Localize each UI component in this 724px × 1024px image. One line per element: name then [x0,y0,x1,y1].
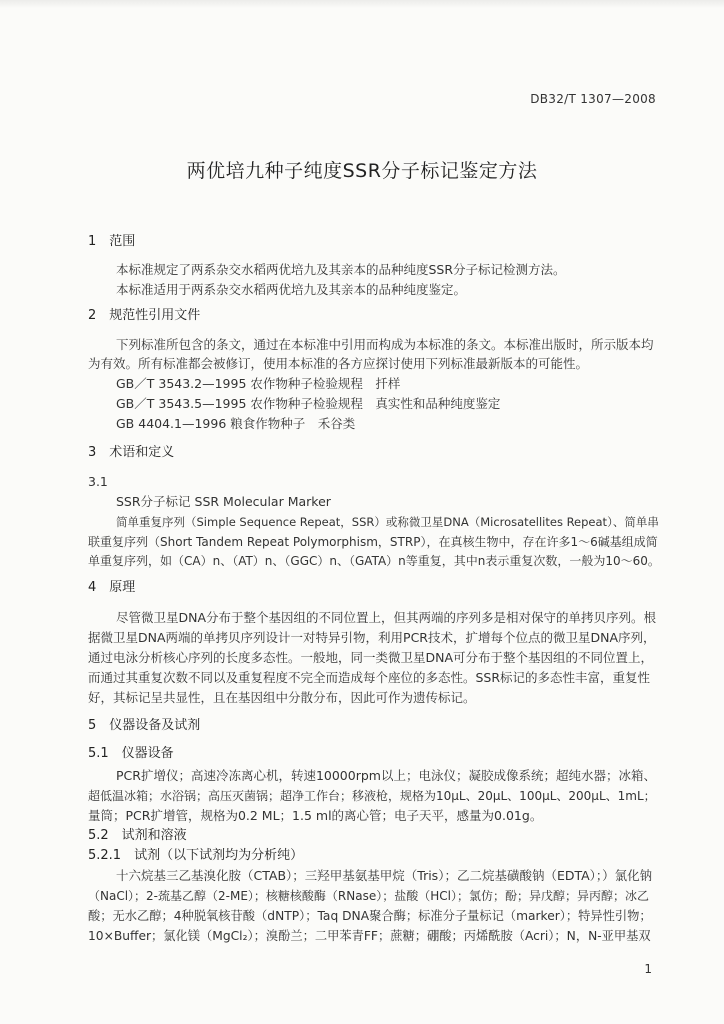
subsection-5-1-heading: 5.1 仪器设备 [88,746,174,761]
reference-item: GB／T 3543.2—1995 农作物种子检验规程 扦样 [116,376,401,391]
paragraph-line: 通过电泳分析核心序列的长度多态性。一般地，同一类微卫星DNA可分布于整个基因组的不同位置上， [88,650,654,665]
section-5-heading: 5 仪器设备及试剂 [88,718,201,733]
paragraph-line: 简单重复序列（Simple Sequence Repeat，SSR）或称微卫星DNA（Microsatellites Repeat）、简单串 [116,515,659,529]
document-title: 两优培九种子纯度SSR分子标记鉴定方法 [186,160,538,182]
paragraph-line: （NaCl）；2-巯基乙醇（2-ME）；核糖核酸酶（RNase）；盐酸（HCl）；氯仿；酚；异戊醇；异丙醇；冰乙 [88,889,649,903]
subsection-5-2-heading: 5.2 试剂和溶液 [88,828,187,843]
scan-edge [0,0,724,8]
paragraph-line: 联重复序列（Short Tandem Repeat Polymorphism，STRP），在真核生物中，存在许多1～6碱基组成简 [88,535,658,549]
page-number: 1 [644,962,652,976]
paragraph-line: 10×Buffer；氯化镁（MgCl₂）；溴酚兰；二甲苯青FF；蔗糖；硼酸；丙烯酰胺（Acri）；N，N-亚甲基双 [88,929,651,943]
reference-item: GB／T 3543.5—1995 农作物种子检验规程 真实性和品种纯度鉴定 [116,396,501,411]
paragraph-line: 而通过其重复次数不同以及重复程度不完全而造成每个座位的多态性。SSR标记的多态性丰富，重复性 [88,670,651,685]
paragraph-line: 据微卫星DNA两端的单拷贝序列设计一对特异引物，利用PCR技术，扩增每个位点的微卫星DNA序列， [88,630,656,645]
section-2-heading: 2 规范性引用文件 [88,308,201,323]
paragraph-line: 酸；无水乙醇；4种脱氧核苷酸（dNTP）；Taq DNA聚合酶；标准分子量标记（marker）；特异性引物； [88,909,652,923]
paragraph-line: 本标准规定了两系杂交水稻两优培九及其亲本的品种纯度SSR分子标记检测方法。 [116,262,566,277]
paragraph-line: 好，其标记呈共显性，且在基因组中分散分布，因此可作为遗传标记。 [88,690,476,705]
term-heading: SSR分子标记 SSR Molecular Marker [116,494,331,509]
paragraph-line: PCR扩增仪；高速冷冻离心机，转速10000rpm以上；电泳仪；凝胶成像系统；超纯水器；冰箱、 [116,768,656,783]
section-4-heading: 4 原理 [88,580,136,595]
reference-item: GB 4404.1—1996 粮食作物种子 禾谷类 [116,416,356,431]
paragraph-line: 超低温冰箱；水浴锅；高压灭菌锅；超净工作台；移液枪，规格为10μL、20μL、100μL、200μL、1mL； [88,789,656,803]
paragraph-line: 量筒；PCR扩增管，规格为0.2 ML；1.5 ml的离心管；电子天平，感量为0.01g。 [88,808,543,823]
paragraph-line: 尽管微卫星DNA分布于整个基因组的不同位置上，但其两端的序列多是相对保守的单拷贝序列。根 [116,610,657,625]
paragraph-line: 本标准适用于两系杂交水稻两优培九及其亲本的品种纯度鉴定。 [116,282,467,297]
subsection-5-2-1-heading: 5.2.1 试剂（以下试剂均为分析纯） [88,848,304,863]
paragraph-line: 下列标准所包含的条文，通过在本标准中引用而构成为本标准的条文。本标准出版时，所示版本均 [116,337,654,352]
subsection-number: 3.1 [88,474,108,489]
paragraph-line: 为有效。所有标准都会被修订，使用本标准的各方应探讨使用下列标准最新版本的可能性。 [88,356,589,371]
standard-code: DB32/T 1307—2008 [530,92,656,106]
section-3-heading: 3 术语和定义 [88,445,175,460]
paragraph-line: 十六烷基三乙基溴化胺（CTAB）；三羟甲基氨基甲烷（Tris）；乙二烷基磺酸钠（EDTA）；）氯化钠 [116,868,653,883]
paragraph-line: 单重复序列，如（CA）n、（AT）n、（GGC）n、（GATA）n等重复，其中n表示重复次数，一般为10～60。 [88,554,660,568]
section-1-heading: 1 范围 [88,234,136,249]
